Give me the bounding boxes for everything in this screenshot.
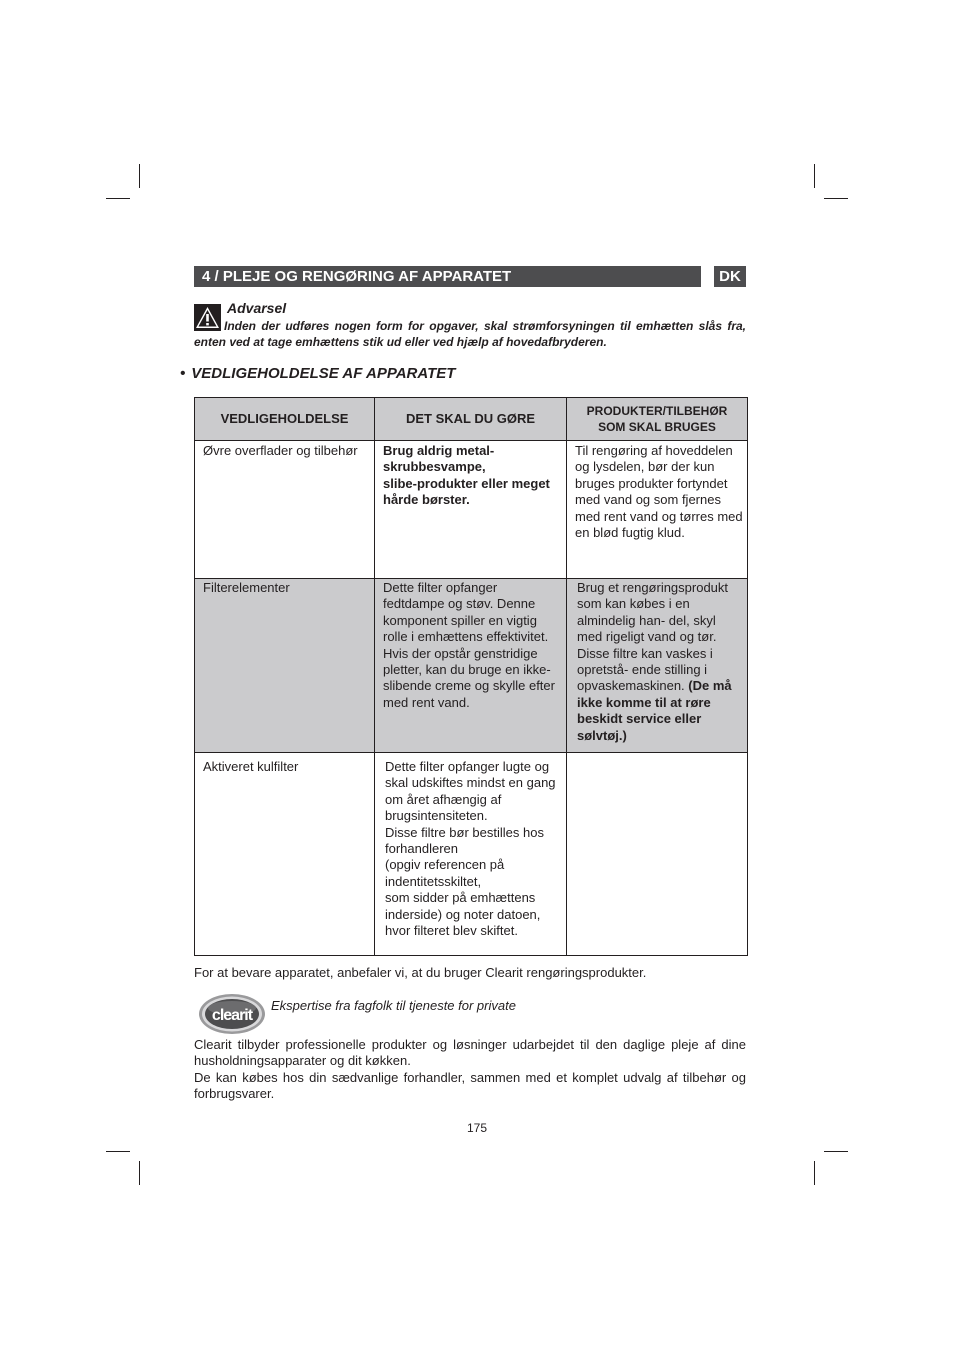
description-paragraph: Clearit tilbyder professionelle produkter og løsninger udarbejdet til den daglige pleje af dine husholdningsapparater og dit køkken. (194, 1037, 746, 1069)
warning-text (194, 318, 746, 350)
row-todo: Dette filter opfanger fedtdampe og støv. Denne komponent spiller en vigtig rolle i emhættens effektivitet. Hvis der opstår genstridige pletter, kan du bruge en ikke-slibende creme og skylle efter med rent vand. (375, 579, 567, 753)
description-paragraph: De kan købes hos din sædvanlige forhandler, sammen med et komplet udvalg af tilbehør og forbrugsvarer. (194, 1070, 746, 1102)
language-badge: DK (714, 266, 746, 287)
row-products (567, 753, 748, 956)
row-item: Øvre overflader og tilbehør (195, 441, 375, 579)
column-header-todo: DET SKAL DU GØRE (375, 398, 567, 441)
column-header-maintenance: VEDLIGEHOLDELSE (195, 398, 375, 441)
row-products (567, 579, 748, 753)
crop-mark-bottom-right-horizontal (824, 1151, 848, 1152)
warning-title: Advarsel (227, 300, 287, 316)
crop-mark-top-right-horizontal (824, 198, 848, 199)
section-title: 4 / PLEJE OG RENGØRING AF APPARATET (194, 266, 701, 287)
crop-mark-top-right-vertical (814, 164, 815, 188)
warning-text-content: Inden der udføres nogen form for opgaver, skal strømforsyningen til emhætten slås fra, enten ved at tage emhættens stik ud eller ved hjælp af hovedafbryderen. (194, 319, 746, 349)
row-item: Filterelementer (195, 579, 375, 753)
row-todo: Brug aldrig metal- skrubbesvampe, slibe-produkter eller meget hårde børster. (375, 441, 567, 579)
row-products (567, 441, 748, 579)
table-header-row (195, 398, 748, 441)
clearit-logo-text: clearit (211, 1007, 253, 1024)
maintenance-heading-text: VEDLIGEHOLDELSE AF APPARATET (191, 365, 456, 382)
recommendation-text: For at bevare apparatet, anbefaler vi, at du bruger Clearit rengøringsprodukter. (194, 965, 647, 980)
row-item: Aktiveret kulfilter (195, 753, 375, 956)
crop-mark-bottom-left-vertical (139, 1161, 140, 1185)
maintenance-heading (180, 365, 455, 382)
row-todo: Dette filter opfanger lugte og skal udskiftes mindst en gang om året afhængig af brugsintensiteten. Disse filtre bør bestilles hos forhandleren (opgiv referencen på indentitetsskiltet, som sidder på emhættens inderside) og noter datoen, hvor filteret blev skiftet. (375, 753, 567, 956)
row-products-warning: (De må ikke komme til at røre beskidt service eller sølvtøj.) (577, 678, 732, 743)
table-row (195, 441, 748, 579)
row-products-text: Brug et rengøringsprodukt som kan købes i en almindelig han- del, skyl med rigeligt vand og tør. Disse filtre kan vaskes i opretstå- ende stilling i opvaskemaskinen. (577, 580, 729, 694)
clearit-logo (198, 993, 266, 1035)
crop-mark-top-left-horizontal (106, 198, 130, 199)
table-row (195, 753, 748, 956)
maintenance-table (194, 397, 748, 956)
page-number: 175 (466, 1121, 488, 1135)
column-header-products: PRODUKTER/TILBEHØR SOM SKAL BRUGES (567, 398, 748, 441)
bullet: • (180, 365, 186, 382)
brand-tagline: Ekspertise fra fagfolk til tjeneste for private (271, 998, 516, 1013)
crop-mark-top-left-vertical (139, 164, 140, 188)
table-row (195, 579, 748, 753)
crop-mark-bottom-left-horizontal (106, 1151, 130, 1152)
crop-mark-bottom-right-vertical (814, 1161, 815, 1185)
row-products-text: Til rengøring af hoveddelen og lysdelen, bør der kun bruges produkter fortyndet med vand og som fjernes med rent vand og tørres med en blød fugtig klud. (575, 443, 743, 541)
